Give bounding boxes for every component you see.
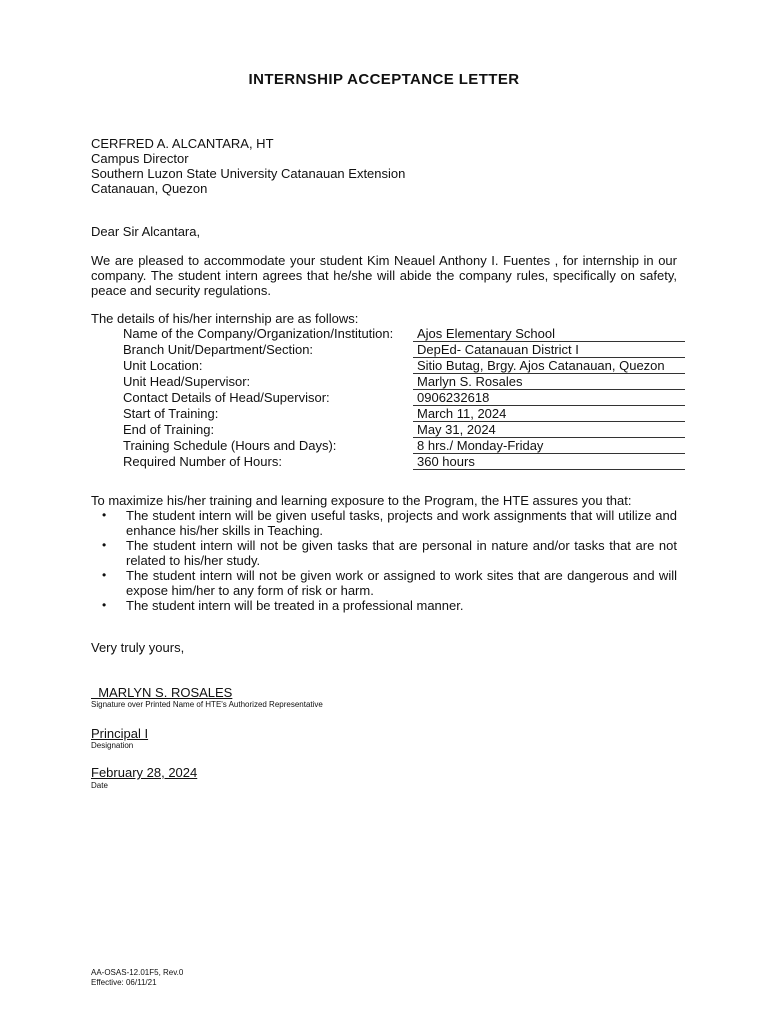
details-intro: The details of his/her internship are as follows: — [91, 311, 359, 326]
detail-label: Unit Head/Supervisor: — [123, 373, 251, 389]
assurance-list — [100, 508, 677, 613]
detail-value: 0906232618 — [413, 390, 685, 406]
date-caption: Date — [91, 781, 108, 790]
detail-label: Branch Unit/Department/Section: — [123, 341, 314, 357]
bullet-icon: • — [102, 538, 107, 552]
detail-value: DepEd- Catanauan District I — [413, 342, 685, 358]
detail-label: End of Training: — [123, 421, 215, 437]
form-footer — [91, 968, 183, 988]
acceptance-paragraph: We are pleased to accommodate your student Kim Neauel Anthony I. Fuentes , for internship in our company. The student intern agrees that he/she will abide the company rules, specifically on safety, peace and security regulations. — [91, 253, 677, 298]
list-item — [100, 538, 677, 568]
assurance-text: The student intern will not be given tasks that are personal in nature and/or tasks that are not related to his/her study. — [126, 538, 677, 568]
assurance-text: The student intern will be treated in a professional manner. — [126, 598, 464, 613]
detail-value: Marlyn S. Rosales — [413, 374, 685, 390]
internship-details-table — [123, 326, 685, 470]
signatory-name: MARLYN S. ROSALES — [91, 685, 233, 700]
detail-row — [123, 326, 685, 342]
list-item — [100, 598, 677, 613]
detail-value: 360 hours — [413, 454, 685, 470]
effective-date: Effective: 06/11/21 — [91, 978, 157, 987]
list-item — [100, 508, 677, 538]
detail-label: Unit Location: — [123, 357, 203, 373]
bullet-icon: • — [102, 598, 107, 612]
detail-row — [123, 390, 685, 406]
detail-value: March 11, 2024 — [413, 406, 685, 422]
signatory-caption: Signature over Printed Name of HTE's Authorized Representative — [91, 700, 323, 709]
assurance-text: The student intern will be given useful tasks, projects and work assignments that will utilize and enhance his/her skills in Teaching. — [126, 508, 677, 538]
bullet-icon: • — [102, 568, 107, 582]
list-item — [100, 568, 677, 598]
detail-label: Training Schedule (Hours and Days): — [123, 437, 337, 453]
designation-value: Principal I — [91, 726, 149, 741]
form-code: AA-OSAS-12.01F5, Rev.0 — [91, 968, 184, 977]
salutation: Dear Sir Alcantara, — [91, 224, 201, 239]
assurance-intro: To maximize his/her training and learning exposure to the Program, the HTE assures you that: — [91, 493, 632, 508]
detail-value: May 31, 2024 — [413, 422, 685, 438]
detail-row — [123, 374, 685, 390]
recipient-name: CERFRED A. ALCANTARA, HT — [91, 136, 274, 151]
detail-row — [123, 406, 685, 422]
detail-label: Name of the Company/Organization/Institution: — [123, 326, 394, 341]
detail-value: Sitio Butag, Brgy. Ajos Catanauan, Quezon — [413, 358, 685, 374]
detail-row — [123, 358, 685, 374]
detail-row — [123, 342, 685, 358]
recipient-location: Catanauan, Quezon — [91, 181, 208, 196]
recipient-institution: Southern Luzon State University Catanauan Extension — [91, 166, 406, 181]
detail-value: 8 hrs./ Monday-Friday — [413, 438, 685, 454]
detail-row — [123, 438, 685, 454]
letter-title: INTERNSHIP ACCEPTANCE LETTER — [248, 71, 520, 88]
recipient-position: Campus Director — [91, 151, 189, 166]
detail-label: Required Number of Hours: — [123, 453, 282, 469]
detail-value: Ajos Elementary School — [413, 326, 685, 342]
detail-row — [123, 454, 685, 470]
bullet-icon: • — [102, 508, 107, 522]
designation-caption: Designation — [91, 741, 134, 750]
detail-label: Start of Training: — [123, 405, 219, 421]
date-value: February 28, 2024 — [91, 765, 198, 780]
detail-label: Contact Details of Head/Supervisor: — [123, 389, 330, 405]
assurance-text: The student intern will not be given work or assigned to work sites that are dangerous and will expose him/her to any form of risk or harm. — [126, 568, 677, 598]
closing-line: Very truly yours, — [91, 640, 185, 655]
detail-row — [123, 422, 685, 438]
recipient-address-block — [91, 136, 405, 196]
